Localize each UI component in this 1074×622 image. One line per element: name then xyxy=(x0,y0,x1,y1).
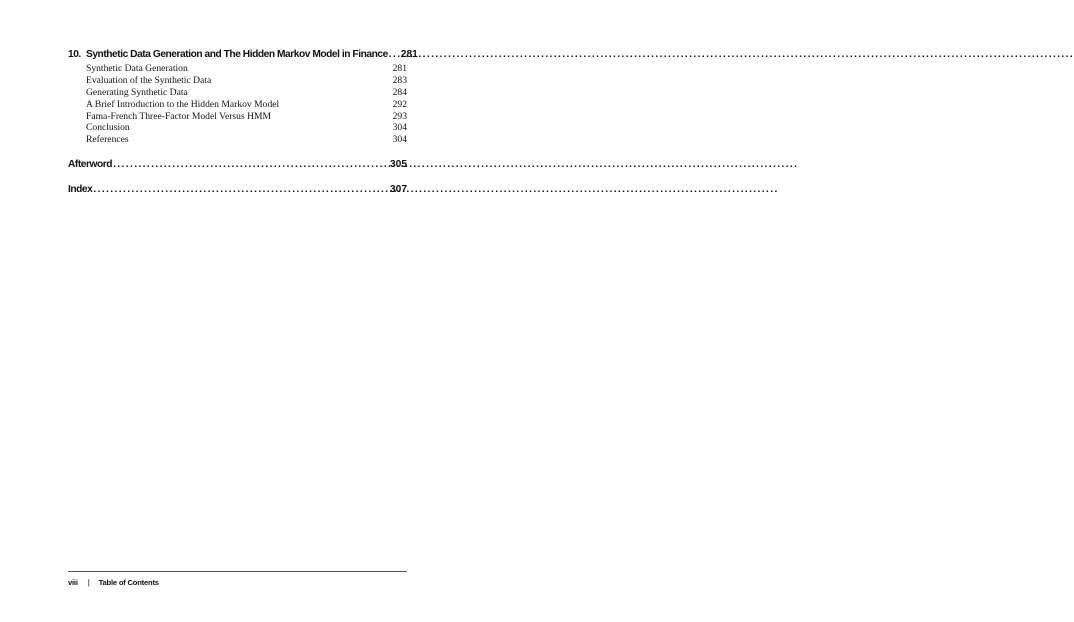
toc-afterword[interactable] xyxy=(68,158,407,172)
footer-section-label: Table of Contents xyxy=(98,578,159,587)
section-page-number: 304 xyxy=(392,134,407,146)
section-title: Conclusion xyxy=(86,122,130,134)
toc-section[interactable] xyxy=(86,99,407,111)
section-page-number: 281 xyxy=(392,63,407,74)
section-title: References xyxy=(86,134,129,146)
section-page-number: 304 xyxy=(392,122,407,134)
toc-section[interactable] xyxy=(86,134,407,146)
chapter-page-number: 281 xyxy=(400,49,418,60)
toc-section[interactable] xyxy=(86,63,407,75)
dot-leader xyxy=(112,158,390,172)
chapter-number: 10. xyxy=(68,49,81,60)
table-of-contents xyxy=(68,48,418,197)
toc-section[interactable] xyxy=(86,75,407,87)
toc-section[interactable] xyxy=(86,111,407,123)
dot-leader xyxy=(388,48,401,62)
section-page-number: 283 xyxy=(392,74,407,86)
section-page-number: 284 xyxy=(392,86,407,98)
page-footer xyxy=(68,571,407,587)
section-page-number: 293 xyxy=(392,110,407,122)
toc-section[interactable] xyxy=(86,122,407,134)
section-page-number: 292 xyxy=(392,98,407,110)
section-title: Fama-French Three-Factor Model Versus HMM xyxy=(86,110,272,122)
section-title: A Brief Introduction to the Hidden Markov Model xyxy=(86,98,280,110)
afterword-title: Afterword xyxy=(68,159,113,171)
book-page xyxy=(0,0,474,622)
section-title: Evaluation of the Synthetic Data xyxy=(86,74,212,86)
toc-index[interactable] xyxy=(68,183,407,197)
toc-chapter-10[interactable] xyxy=(68,48,418,62)
chapter-title: Synthetic Data Generation and The Hidden Markov Model in Finance xyxy=(86,49,388,60)
toc-section[interactable] xyxy=(86,87,407,99)
footer-separator: | xyxy=(87,578,90,587)
index-title: Index xyxy=(68,184,93,196)
section-title: Generating Synthetic Data xyxy=(86,86,188,98)
chapter-10-sections xyxy=(86,63,407,146)
afterword-page-number: 305 xyxy=(390,159,407,171)
dot-leader xyxy=(92,183,390,197)
section-title: Synthetic Data Generation xyxy=(86,63,188,74)
footer-page-number: viii xyxy=(68,578,78,587)
index-page-number: 307 xyxy=(390,184,407,196)
